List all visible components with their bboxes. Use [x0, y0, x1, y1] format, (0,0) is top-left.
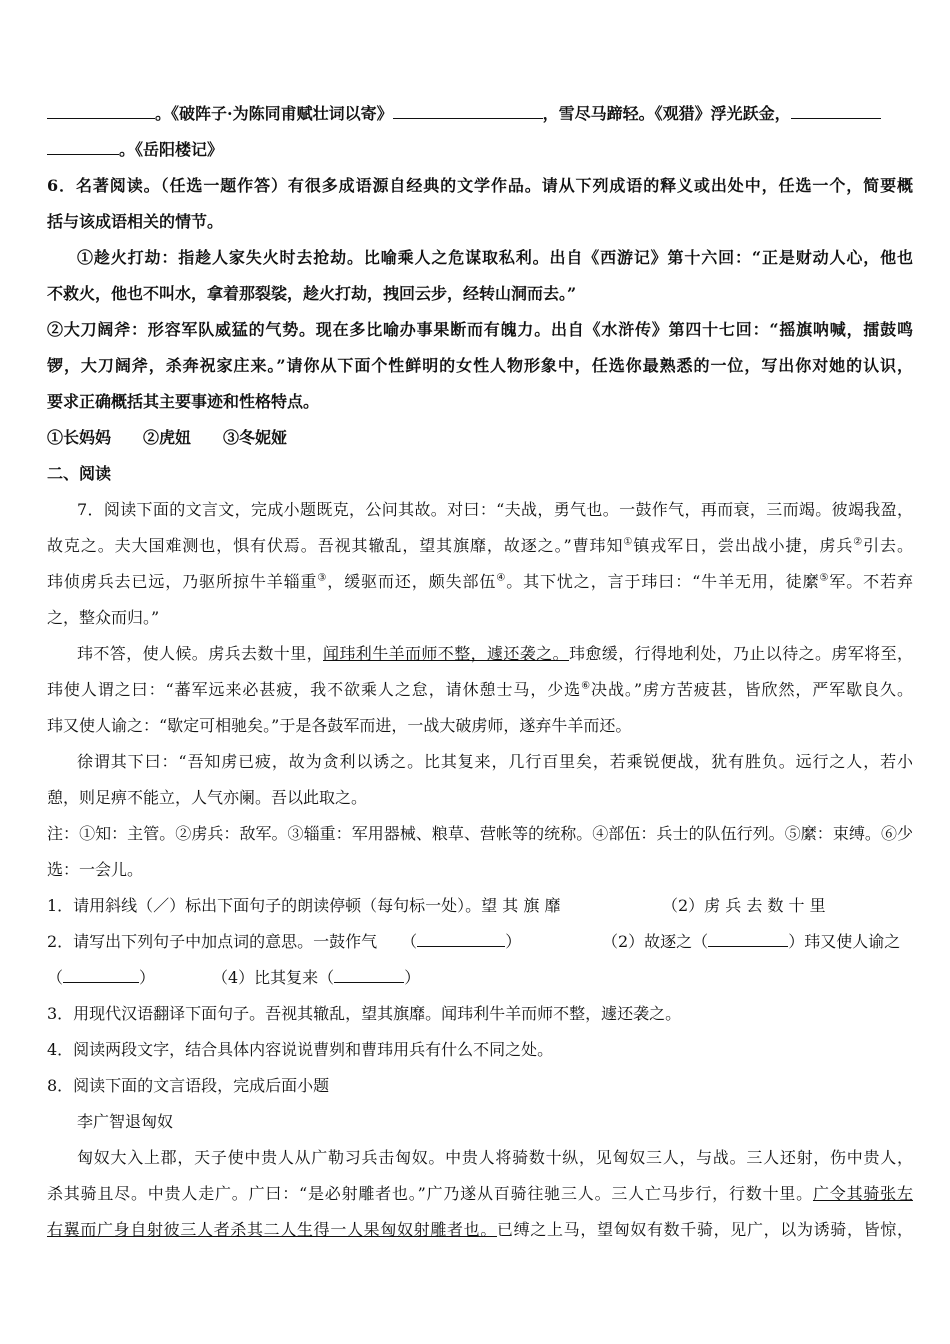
underlined-sentence: 右翼而广身自射彼三人者杀其二人生得一人果匈奴射雕者也。 [47, 1220, 497, 1239]
footnote-mark: ② [853, 536, 864, 548]
q8-para-line-2 [47, 1176, 913, 1212]
footnote-mark: ③ [317, 572, 328, 584]
q6-item-2-line-1: ②大刀阔斧：形容军队威猛的气势。现在多比喻办事果断而有魄力。出自《水浒传》第四十七回：“摇旗呐喊，擂鼓鸣 [47, 320, 913, 339]
text-run: 玮愈缓，行得地利处，乃止以待之。虏军将至， [569, 644, 913, 663]
text-run: 。其下忧之，言于玮曰：“牛羊无用，徒縻 [506, 572, 820, 591]
text-run: 故克之。夫大国难测也，惧有伏焉。吾视其辙乱，望其旗靡，故逐之。”曹玮知 [47, 536, 624, 555]
q7-para-3-line-2: 憩，则足痹不能立，人气亦阑。吾以此取之。 [47, 788, 368, 807]
text-run: 决战。”虏方苦疲甚，皆欣然，严军歇良久。 [591, 680, 913, 699]
q6-item-1-line-2: 不救火，他也不叫水，拿着那裂裟，趁火打劫，拽回云步，经转山洞而去。” [47, 284, 577, 303]
q7-para-2-line-1 [47, 636, 913, 672]
section-heading: 二、阅读 [47, 464, 112, 483]
q7-subquestion-4: 4．阅读两段文字，结合具体内容说说曹刿和曹玮用兵有什么不同之处。 [47, 1040, 554, 1059]
underlined-sentence: 广令其骑张左 [812, 1184, 913, 1203]
q8-para-line-3 [47, 1212, 913, 1248]
q7-subquestion-2-line-2 [47, 960, 913, 996]
fill-line-2 [47, 132, 913, 168]
q6-item-1-line-1: ①趁火打劫：指趁人家失火时去抢劫。比喻乘人之危谋取私利。出自《西游记》第十六回：“正是财动人心，他也 [77, 248, 913, 267]
underlined-sentence: 闻玮利牛羊而师不整，遽还袭之。 [323, 644, 569, 663]
q7-subquestion-1 [47, 888, 913, 924]
text-run: 已缚之上马，望匈奴有数千骑，见广，以为诱骑，皆惊， [496, 1220, 913, 1239]
text-run: ） [404, 968, 421, 987]
q7-subquestion-3: 3．用现代汉语翻译下面句子。吾视其辙乱，望其旗靡。闻玮利牛羊而师不整，遽还袭之。 [47, 1004, 682, 1023]
text-run: ） [505, 932, 522, 951]
text-run: 玮不答，使人候。虏兵去数十里， [77, 644, 323, 663]
text-run: ，缓驱而还，颇失部伍 [327, 572, 497, 591]
text-run: 杀其骑且尽。中贵人走广。广曰：“是必射雕者也。”广乃遂从百骑往驰三人。三人亡马步行，行数十里。 [47, 1184, 813, 1203]
fill-line-1 [47, 96, 913, 132]
q7-note-line-2: 选：一会儿。 [47, 860, 144, 879]
answer-blank[interactable] [708, 924, 788, 947]
text-run: 镇戎军日，尝出战小捷，虏兵 [633, 536, 854, 555]
q7-para-2-line-2 [47, 672, 913, 708]
q7-para-1-line-2 [47, 528, 913, 564]
text-run: （2）虏 兵 去 数 十 里 [662, 896, 826, 915]
q7-para-1-line-4: 之，整众而归。” [47, 608, 160, 627]
answer-blank[interactable] [417, 924, 505, 947]
fill-text: ，雪尽马蹄轻。《观猎》浮光跃金， [542, 104, 791, 123]
q8-subtitle: 李广智退匈奴 [77, 1112, 174, 1131]
text-run: 玮侦虏兵去已远，乃驱所掠牛羊辎重 [47, 572, 318, 591]
text-run: 军。不若弃 [829, 572, 913, 591]
subquestion-2-part-4 [212, 960, 420, 996]
q7-para-1-line-3 [47, 564, 913, 600]
footnote-mark: ④ [496, 572, 507, 584]
answer-blank[interactable] [63, 960, 139, 983]
text-run: （4）比其复来（ [212, 968, 335, 987]
footnote-mark: ⑥ [581, 680, 592, 692]
answer-blank[interactable] [47, 96, 155, 119]
answer-blank[interactable] [791, 96, 881, 119]
q7-para-1-line-1: 7．阅读下面的文言文，完成小题既克，公问其故。对曰：“夫战，勇气也。一鼓作气，再而衰，三而竭。彼竭我盈， [77, 500, 913, 519]
answer-blank[interactable] [47, 132, 119, 155]
q7-para-2-line-3: 玮又使人谕之：“歇定可相驰矣。”于是各鼓军而进，一战大破虏师，遂弃牛羊而还。 [47, 716, 632, 735]
q6-item-2-line-3: 要求正确概括其主要事迹和性格特点。 [47, 392, 320, 411]
answer-blank[interactable] [334, 960, 404, 983]
text-run: 2．请写出下列句子中加点词的意思。一鼓作气 （ [47, 932, 418, 951]
fill-text: 。《岳阳楼记》 [119, 140, 224, 159]
text-run: （2）故逐之（ [602, 932, 709, 951]
text-run: 玮使人谓之曰：“蕃军远来必甚疲，我不欲乘人之怠，请休憩士马，少选 [47, 680, 582, 699]
text-run: 1．请用斜线（／）标出下面句子的朗读停顿（每句标一处）。望 其 旗 靡 [47, 896, 561, 915]
q7-note-line-1: 注：①知：主管。②虏兵：敌军。③辎重：军用器械、粮草、营帐等的统称。④部伍：兵士的队伍行列。⑤縻：束缚。⑥少 [47, 824, 913, 843]
document-page [47, 96, 913, 1248]
subquestion-2-part-2 [602, 924, 900, 960]
q6-choices: ①长妈妈 ②虎妞 ③冬妮娅 [47, 428, 288, 447]
fill-text: 。《破阵子·为陈同甫赋壮词以寄》 [155, 104, 393, 123]
q8-title: 8．阅读下面的文言语段，完成后面小题 [47, 1076, 330, 1095]
footnote-mark: ① [623, 536, 634, 548]
q6-title-line-2: 括与该成语相关的情节。 [47, 212, 224, 231]
footnote-mark: ⑤ [819, 572, 830, 584]
text-run: 引去。 [863, 536, 913, 555]
text-run: ） [139, 968, 156, 987]
q7-para-3-line-1: 徐谓其下曰：“吾知虏已疲，故为贪利以诱之。比其复来，几行百里矣，若乘锐便战，犹有胜负。远行之人，若小 [77, 752, 913, 771]
text-run: ）玮又使人谕之 [788, 932, 901, 951]
q7-subquestion-2 [47, 924, 913, 960]
q6-title-line-1: 6．名著阅读。（任选一题作答）有很多成语源自经典的文学作品。请从下列成语的释义或出处中，任选一个，简要概 [47, 176, 913, 195]
answer-blank[interactable] [393, 96, 543, 119]
q8-para-line-1: 匈奴大入上郡，天子使中贵人从广勒习兵击匈奴。中贵人将骑数十纵，见匈奴三人，与战。三人还射，伤中贵人， [77, 1148, 913, 1167]
text-run: （ [47, 968, 64, 987]
q6-item-2-line-2: 锣，大刀阔斧，杀奔祝家庄来。”请你从下面个性鲜明的女性人物形象中，任选你最熟悉的一位，写出你对她的认识， [47, 356, 913, 375]
